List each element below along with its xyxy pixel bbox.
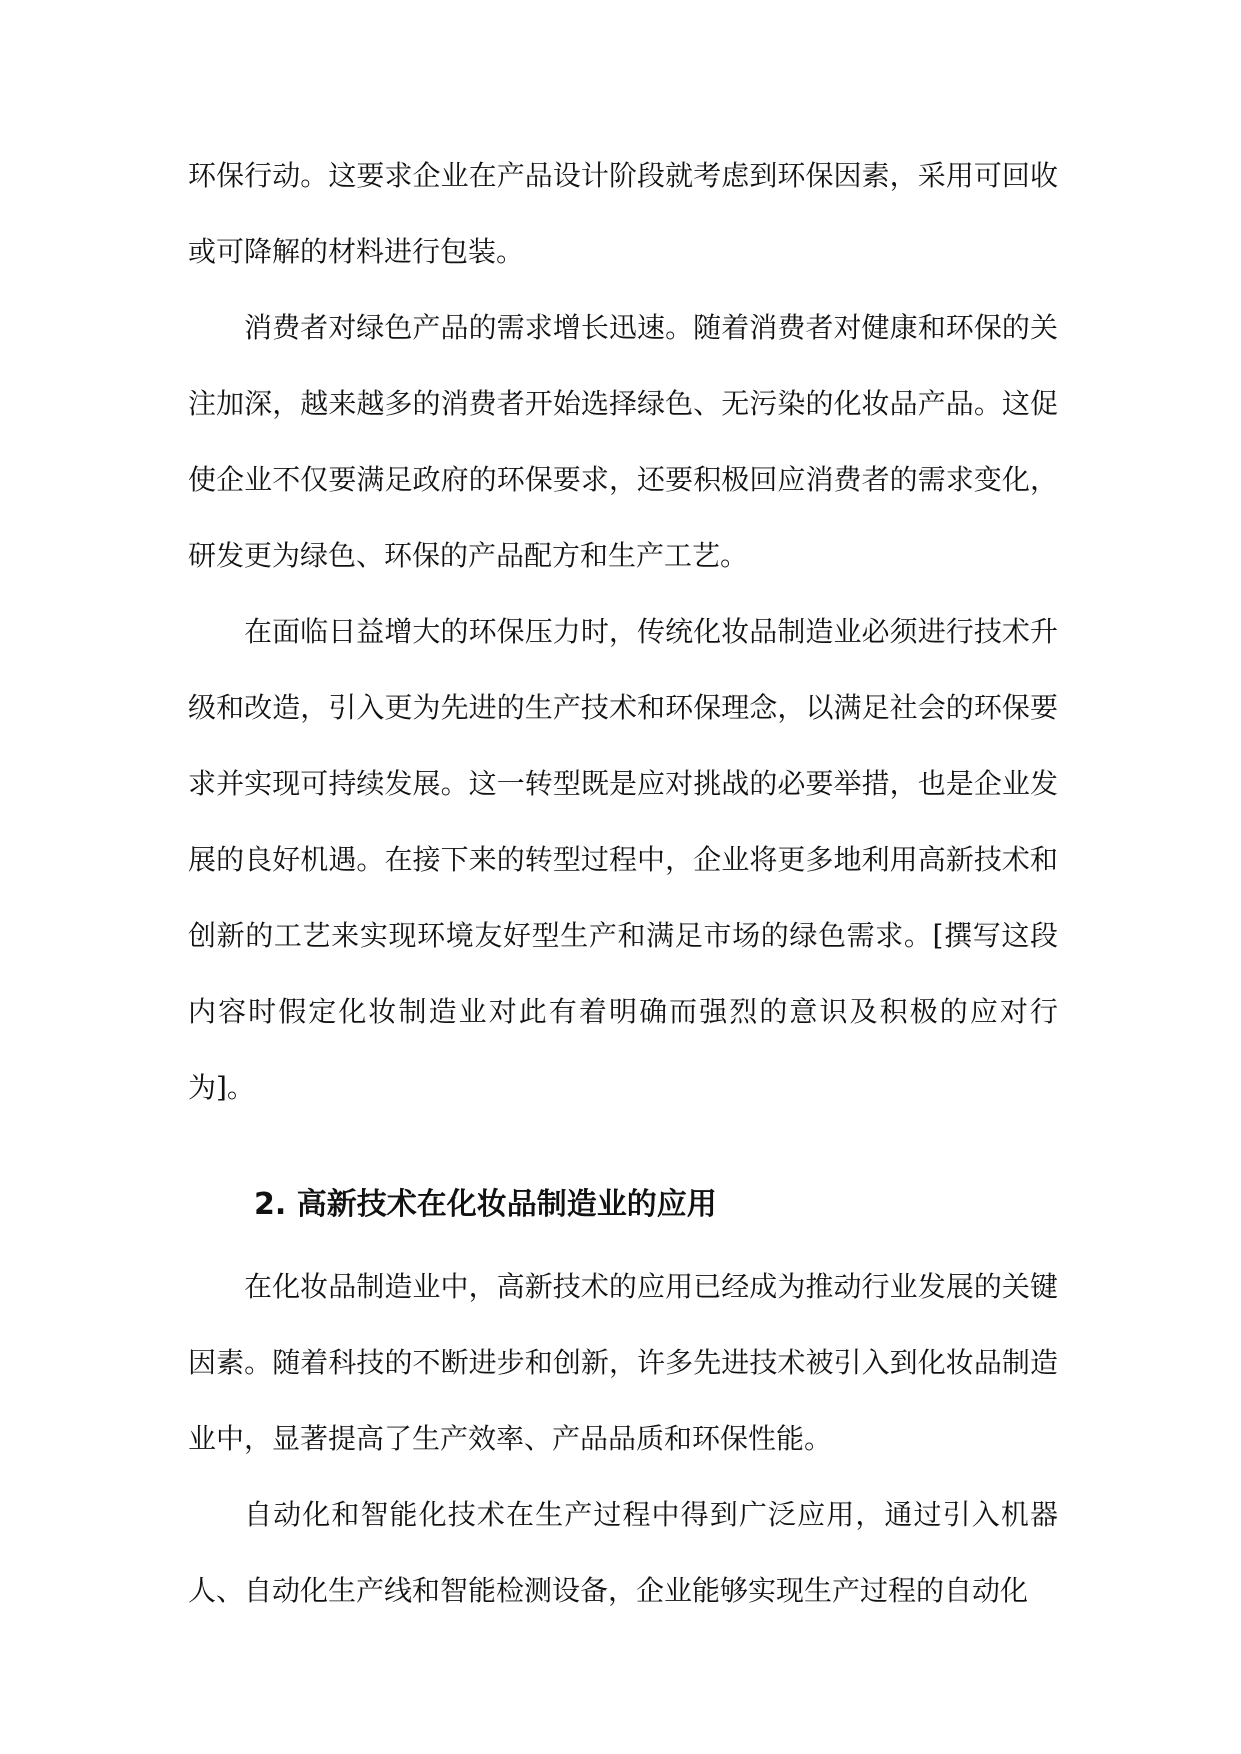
paragraph-transformation: 在面临日益增大的环保压力时，传统化妆品制造业必须进行技术升级和改造，引入更为先进的生产技术和环保理念，以满足社会的环保要求并实现可持续发展。这一转型既是应对挑战的必要举措，也是企业发展的良好机遇。在接下来的转型过程中，企业将更多地利用高新技术和创新的工艺来实现环境友好型生产和满足市场的绿色需求。[撰写这段内容时假定化妆制造业对此有着明确而强烈的意识及积极的应对行为]。	[188, 615, 1058, 1104]
paragraph-tech-application: 在化妆品制造业中，高新技术的应用已经成为推动行业发展的关键因素。随着科技的不断进步和创新，许多先进技术被引入到化妆品制造业中，显著提高了生产效率、产品品质和环保性能。	[188, 1270, 1058, 1455]
section-heading: 2. 高新技术在化妆品制造业的应用	[254, 1187, 717, 1222]
paragraph-consumer-demand: 消费者对绿色产品的需求增长迅速。随着消费者对健康和环保的关注加深，越来越多的消费者开始选择绿色、无污染的化妆品产品。这促使企业不仅要满足政府的环保要求，还要积极回应消费者的需求变化，研发更为绿色、环保的产品配方和生产工艺。	[188, 311, 1058, 572]
paragraph-automation: 自动化和智能化技术在生产过程中得到广泛应用，通过引入机器人、自动化生产线和智能检测设备，企业能够实现生产过程的自动化	[188, 1498, 1058, 1607]
paragraph-continued: 环保行动。这要求企业在产品设计阶段就考虑到环保因素，采用可回收或可降解的材料进行包装。	[188, 159, 1058, 268]
document-body	[188, 138, 1058, 1629]
